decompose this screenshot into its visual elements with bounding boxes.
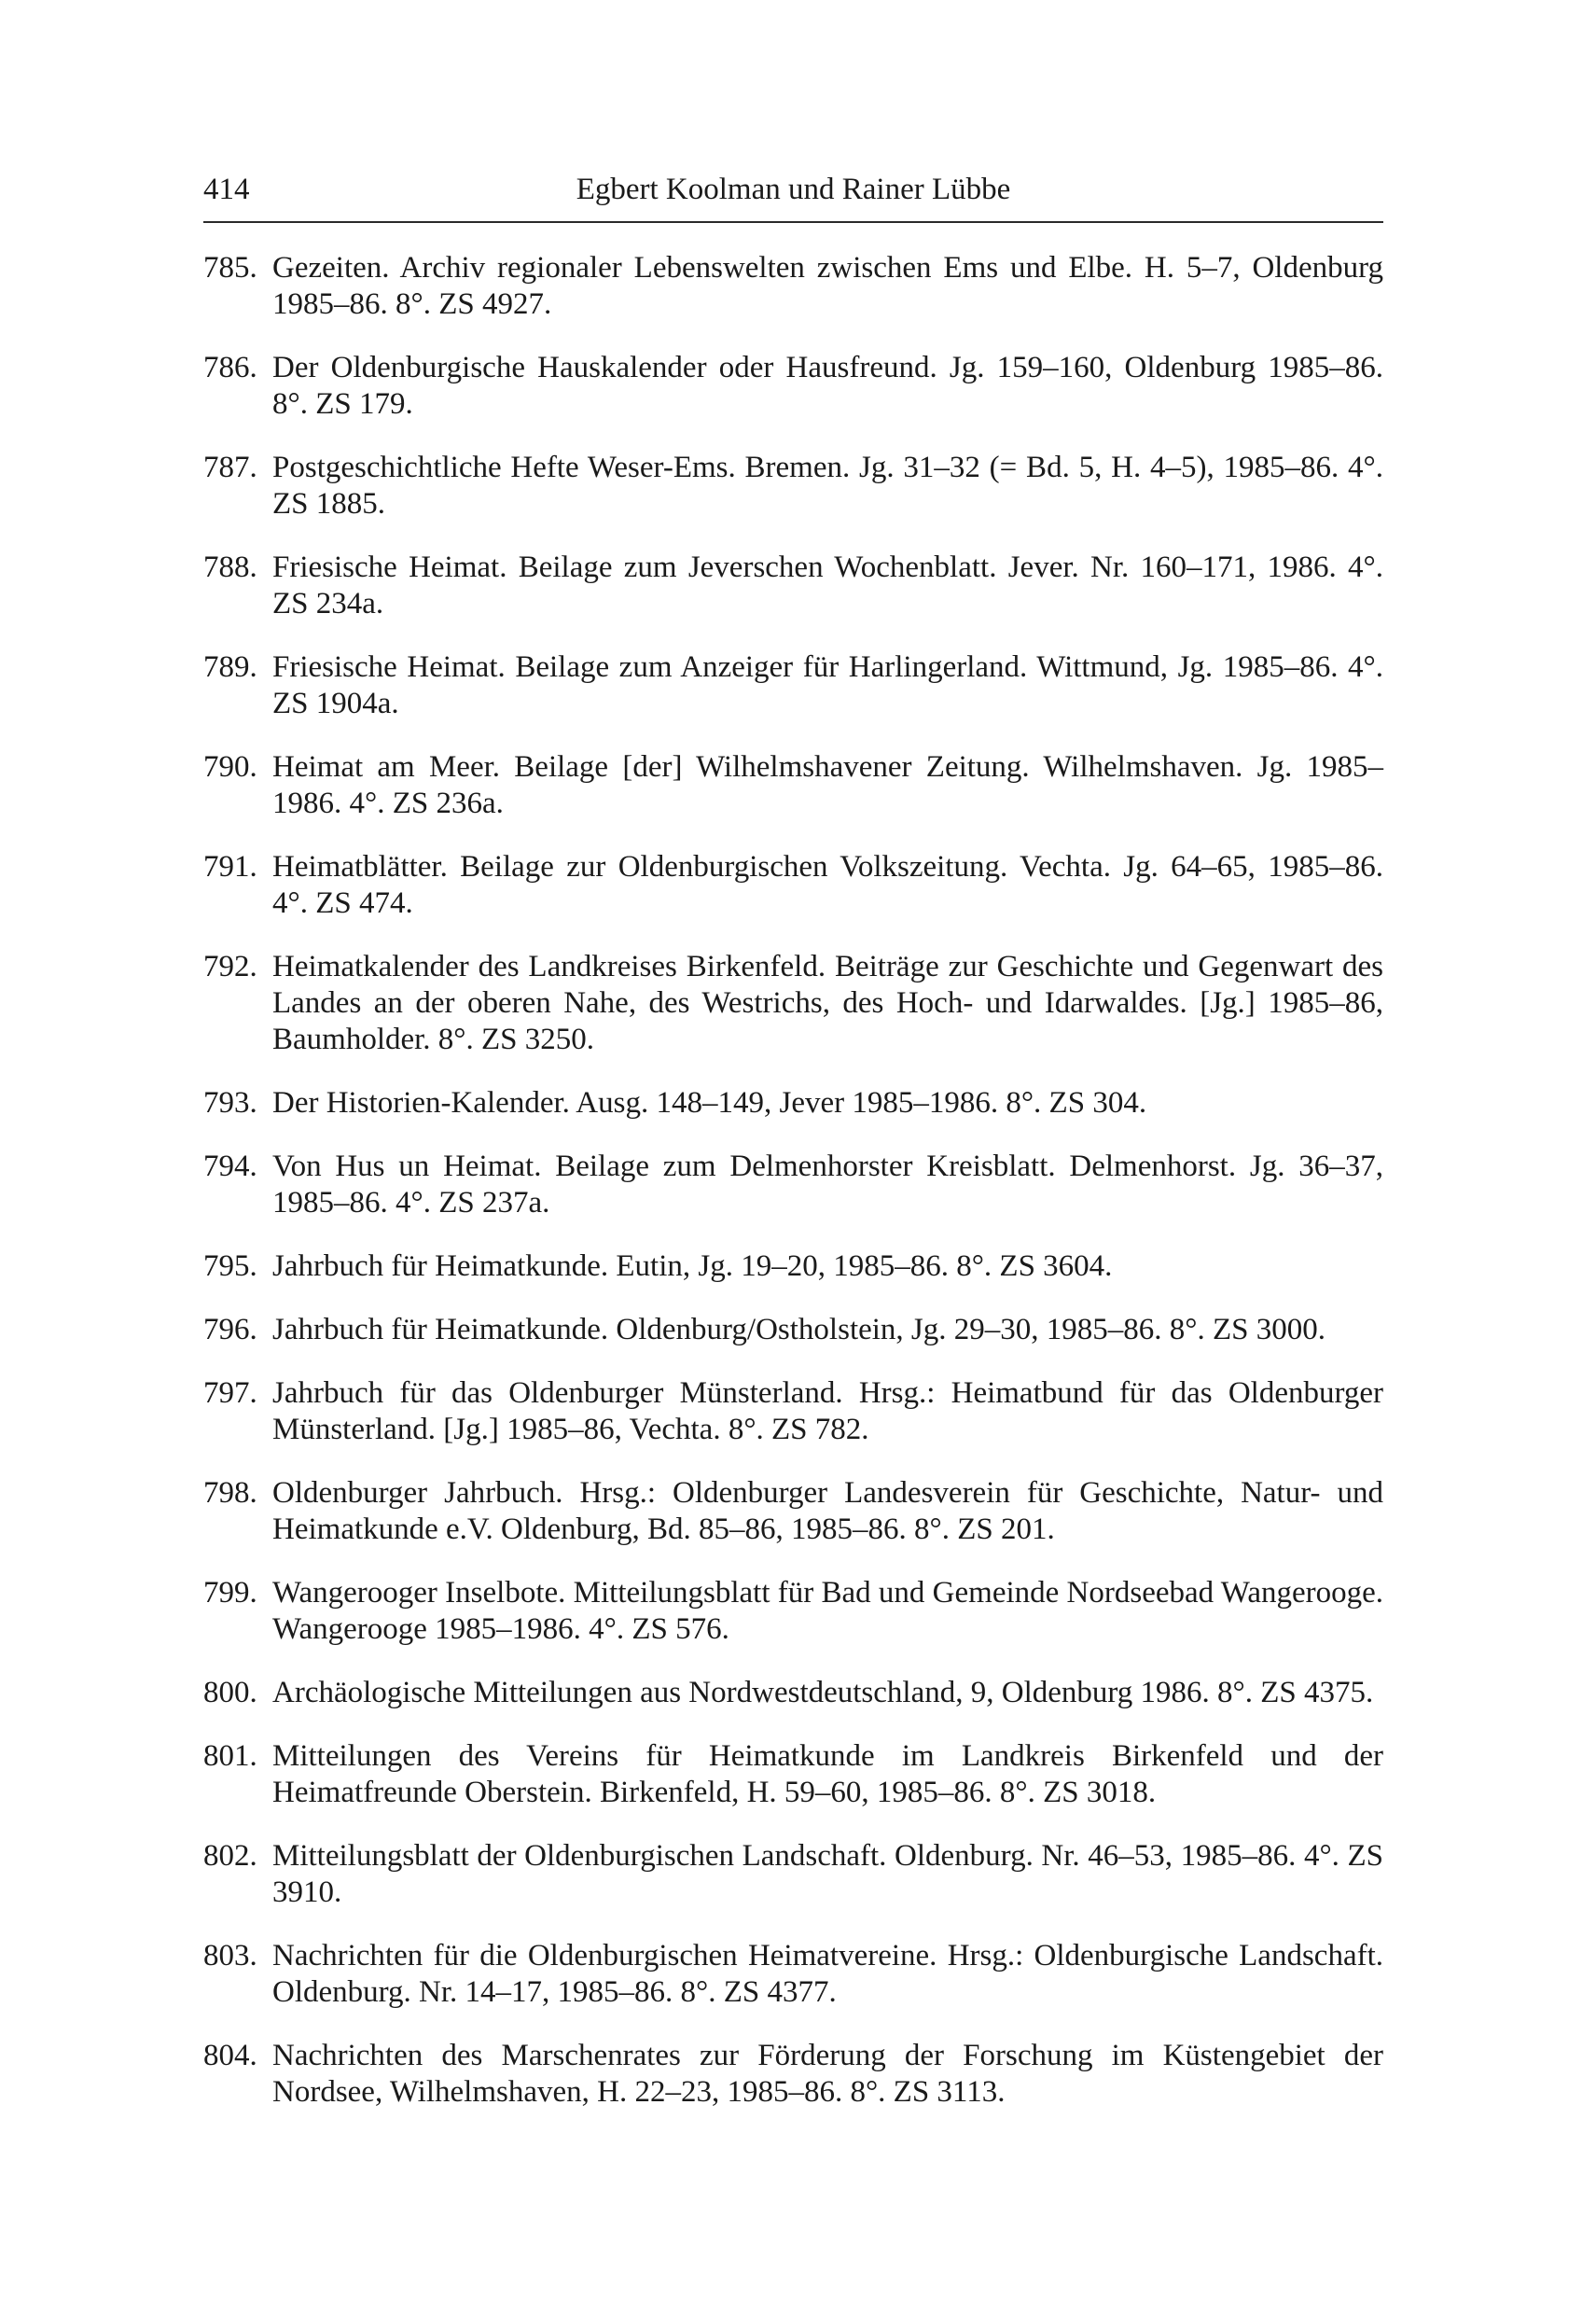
bibliography-entry xyxy=(203,1312,1383,1348)
bibliography-entry xyxy=(203,2038,1383,2111)
entry-number: 787. xyxy=(203,451,257,484)
bibliography-entry xyxy=(203,550,1383,622)
entry-number: 798. xyxy=(203,1476,257,1510)
entry-number: 796. xyxy=(203,1313,257,1346)
bibliography-entry xyxy=(203,1575,1383,1648)
entry-text: Heimatkalender des Landkreises Birkenfeld. Beiträge zur Geschichte und Gegenwart des Landes an der oberen Nahe, des Westrichs, des Hoch- und Idarwaldes. [Jg.] 1985–86, Baumholder. 8°. ZS 3250. xyxy=(272,950,1383,1056)
bibliography-list xyxy=(203,250,1383,2138)
bibliography-entry xyxy=(203,1475,1383,1548)
entry-number: 803. xyxy=(203,1939,257,1972)
bibliography-entry xyxy=(203,1838,1383,1911)
entry-number: 788. xyxy=(203,551,257,584)
entry-text: Gezeiten. Archiv regionaler Lebenswelten zwischen Ems und Elbe. H. 5–7, Oldenburg 1985–86. 8°. ZS 4927. xyxy=(272,251,1383,321)
entry-text: Von Hus un Heimat. Beilage zum Delmenhorster Kreisblatt. Delmenhorst. Jg. 36–37, 1985–86. 4°. ZS 237a. xyxy=(272,1150,1383,1220)
entry-number: 791. xyxy=(203,850,257,884)
entry-text: Nachrichten des Marschenrates zur Förderung der Forschung im Küstengebiet der Nordsee, Wilhelmshaven, H. 22–23, 1985–86. 8°. ZS 3113. xyxy=(272,2039,1383,2109)
entry-text: Wangerooger Inselbote. Mitteilungsblatt für Bad und Gemeinde Nordseebad Wangerooge. Wangerooge 1985–1986. 4°. ZS 576. xyxy=(272,1576,1383,1646)
entry-text: Mitteilungsblatt der Oldenburgischen Landschaft. Oldenburg. Nr. 46–53, 1985–86. 4°. ZS 3910. xyxy=(272,1839,1383,1909)
entry-text: Friesische Heimat. Beilage zum Jeverschen Wochenblatt. Jever. Nr. 160–171, 1986. 4°. ZS 234a. xyxy=(272,551,1383,620)
running-head xyxy=(203,166,1383,213)
bibliography-entry xyxy=(203,250,1383,323)
entry-text: Oldenburger Jahrbuch. Hrsg.: Oldenburger Landesverein für Geschichte, Natur- und Heimatkunde e.V. Oldenburg, Bd. 85–86, 1985–86. 8°. ZS 201. xyxy=(272,1476,1383,1546)
entry-text: Postgeschichtliche Hefte Weser-Ems. Bremen. Jg. 31–32 (= Bd. 5, H. 4–5), 1985–86. 4°. ZS 1885. xyxy=(272,451,1383,521)
bibliography-entry xyxy=(203,1149,1383,1221)
header-rule xyxy=(203,221,1383,223)
entry-number: 786. xyxy=(203,351,257,384)
entry-number: 802. xyxy=(203,1839,257,1873)
bibliography-entry xyxy=(203,450,1383,523)
bibliography-entry xyxy=(203,1675,1383,1711)
entry-text: Jahrbuch für Heimatkunde. Eutin, Jg. 19–20, 1985–86. 8°. ZS 3604. xyxy=(272,1249,1113,1283)
bibliography-entry xyxy=(203,1938,1383,2011)
entry-number: 793. xyxy=(203,1086,257,1120)
entry-number: 801. xyxy=(203,1739,257,1773)
entry-number: 789. xyxy=(203,650,257,684)
page-number: 414 xyxy=(203,173,250,206)
bibliography-entry xyxy=(203,649,1383,722)
bibliography-entry xyxy=(203,350,1383,423)
entry-text: Der Oldenburgische Hauskalender oder Hausfreund. Jg. 159–160, Oldenburg 1985–86. 8°. ZS 179. xyxy=(272,351,1383,421)
entry-text: Der Historien-Kalender. Ausg. 148–149, Jever 1985–1986. 8°. ZS 304. xyxy=(272,1086,1147,1120)
entry-number: 785. xyxy=(203,251,257,285)
entry-number: 790. xyxy=(203,750,257,784)
entry-number: 792. xyxy=(203,950,257,983)
bibliography-entry xyxy=(203,749,1383,822)
entry-number: 797. xyxy=(203,1376,257,1410)
entry-text: Jahrbuch für das Oldenburger Münsterland. Hrsg.: Heimatbund für das Oldenburger Münsterland. [Jg.] 1985–86, Vechta. 8°. ZS 782. xyxy=(272,1376,1383,1446)
bibliography-entry xyxy=(203,1375,1383,1448)
entry-text: Mitteilungen des Vereins für Heimatkunde im Landkreis Birkenfeld und der Heimatfreunde Oberstein. Birkenfeld, H. 59–60, 1985–86. 8°. ZS 3018. xyxy=(272,1739,1383,1809)
entry-number: 794. xyxy=(203,1150,257,1183)
entry-text: Archäologische Mitteilungen aus Nordwestdeutschland, 9, Oldenburg 1986. 8°. ZS 4375. xyxy=(272,1676,1374,1709)
entry-number: 795. xyxy=(203,1249,257,1283)
entry-text: Nachrichten für die Oldenburgischen Heimatvereine. Hrsg.: Oldenburgische Landschaft. Oldenburg. Nr. 14–17, 1985–86. 8°. ZS 4377. xyxy=(272,1939,1383,2009)
entry-text: Jahrbuch für Heimatkunde. Oldenburg/Ostholstein, Jg. 29–30, 1985–86. 8°. ZS 3000. xyxy=(272,1313,1325,1346)
bibliography-entry xyxy=(203,849,1383,922)
bibliography-entry xyxy=(203,949,1383,1058)
entry-number: 800. xyxy=(203,1676,257,1709)
bibliography-entry xyxy=(203,1248,1383,1285)
entry-text: Friesische Heimat. Beilage zum Anzeiger für Harlingerland. Wittmund, Jg. 1985–86. 4°. ZS 1904a. xyxy=(272,650,1383,720)
bibliography-entry xyxy=(203,1085,1383,1122)
bibliography-entry xyxy=(203,1738,1383,1811)
entry-number: 804. xyxy=(203,2039,257,2072)
entry-number: 799. xyxy=(203,1576,257,1610)
entry-text: Heimat am Meer. Beilage [der] Wilhelmshavener Zeitung. Wilhelmshaven. Jg. 1985–1986. 4°. ZS 236a. xyxy=(272,750,1383,820)
entry-text: Heimatblätter. Beilage zur Oldenburgischen Volkszeitung. Vechta. Jg. 64–65, 1985–86. 4°. ZS 474. xyxy=(272,850,1383,920)
running-title: Egbert Koolman und Rainer Lübbe xyxy=(576,173,1011,206)
